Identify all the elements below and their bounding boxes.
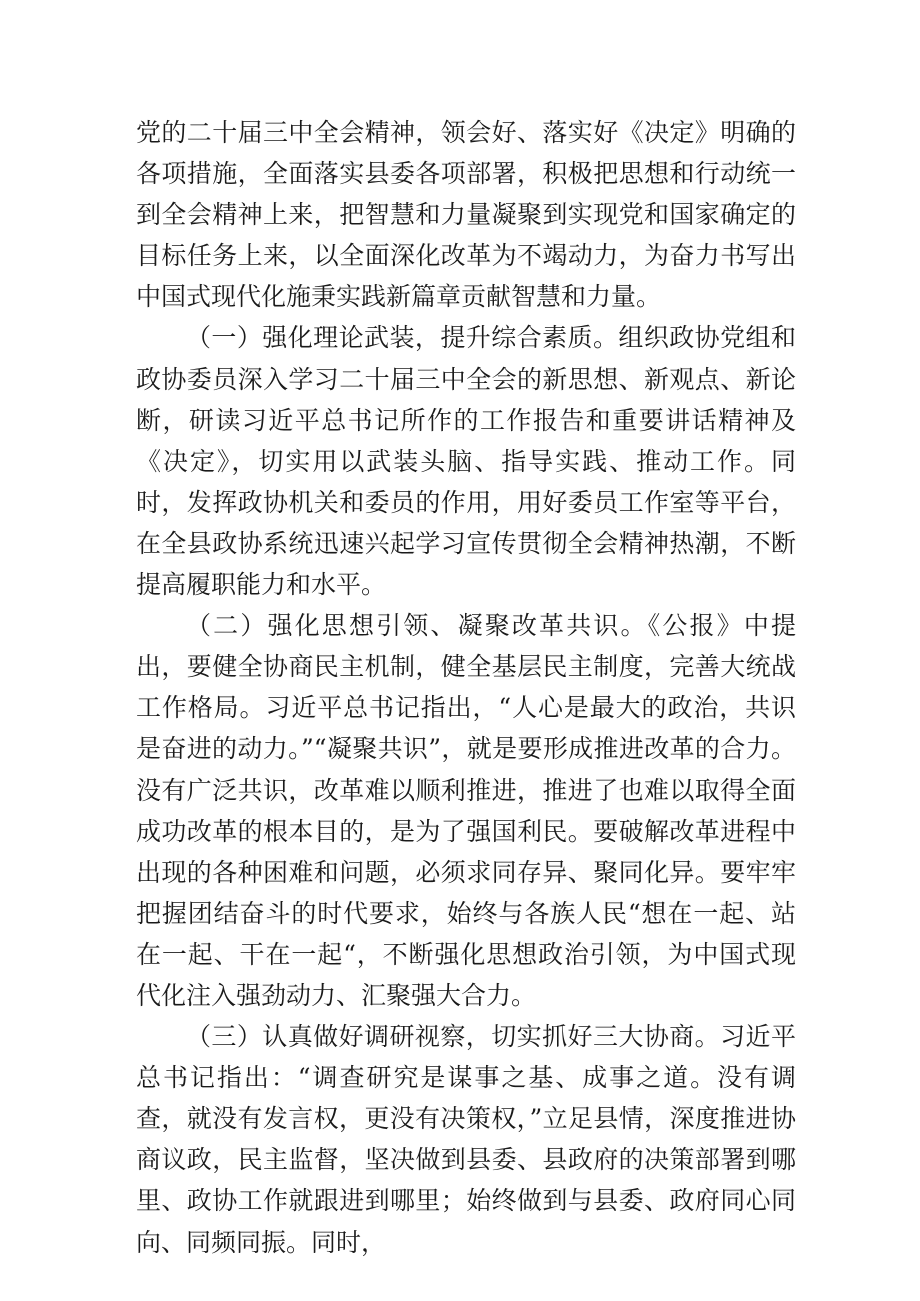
body-text — [136, 112, 796, 1263]
paragraph-continuation: 党的二十届三中全会精神，领会好、落实好《决定》明确的各项措施，全面落实县委各项部署，积极把思想和行动统一到全会精神上来，把智慧和力量凝聚到实现党和国家确定的目标任务上来，以全面深化改革为不竭动力，为奋力书写出中国式现代化施秉实践新篇章贡献智慧和力量。 — [136, 118, 796, 312]
paragraph-theory-study: （一）强化理论武装，提升综合素质。组织政协党组和政协委员深入学习二十届三中全会的新思想、新观点、新论断，研读习近平总书记所作的工作报告和重要讲话精神及《决定》，切实用以武装头脑、指导实践、推动工作。同时，发挥政协机关和委员的作用，用好委员工作室等平台，在全县政协系统迅速兴起学习宣传贯彻全会精神热潮，不断提高履职能力和水平。 — [136, 323, 796, 600]
paragraph-ideological-guidance: （二）强化思想引领、凝聚改革共识。《公报》中提出，要健全协商民主机制，健全基层民主制度，完善大统战工作格局。习近平总书记指出，“人心是最大的政治，共识是奋进的动力。”“凝聚共识”，就是要形成推进改革的合力。没有广泛共识，改革难以顺利推进，推进了也难以取得全面成功改革的根本目的，是为了强国利民。要破解改革进程中出现的各种困难和问题，必须求同存异、聚同化异。要牢牢把握团结奋斗的时代要求，始终与各族人民“想在一起、站在一起、干在一起“，不断强化思想政治引领，为中国式现代化注入强劲动力、汇聚强大合力。 — [136, 611, 796, 1010]
paragraph-research-consultation: （三）认真做好调研视察，切实抓好三大协商。习近平总书记指出：“调查研究是谋事之基、成事之道。没有调查，就没有发言权，更没有决策权，”立足县情，深度推进协商议政，民主监督，坚决做到县委、县政府的决策部署到哪里、政协工作就跟进到哪里；始终做到与县委、政府同心同向、同频同振。同时， — [136, 1022, 796, 1257]
